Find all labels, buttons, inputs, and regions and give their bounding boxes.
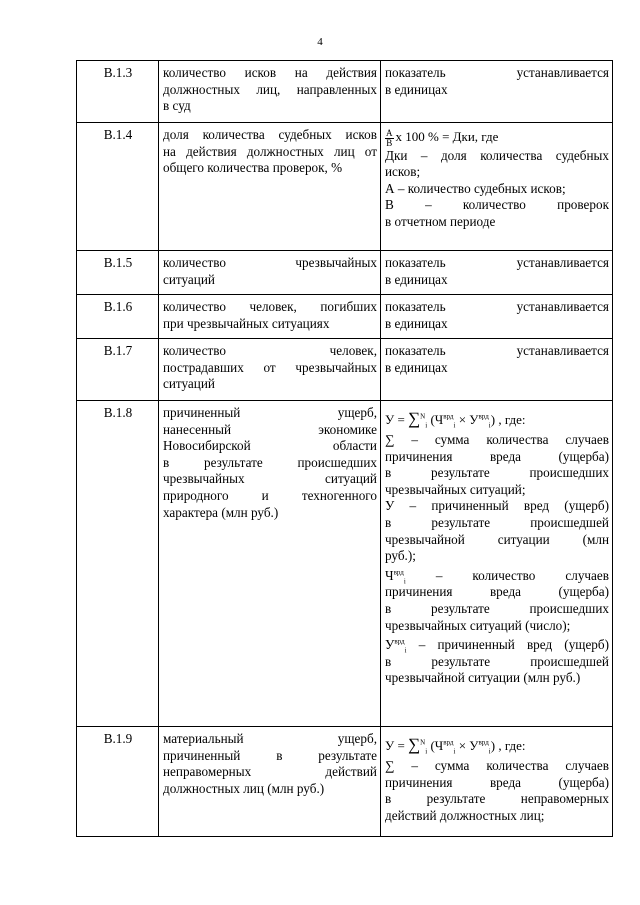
indicator-code: B.1.6 (77, 295, 159, 339)
indicator-code: B.1.4 (77, 123, 159, 251)
indicator-code: B.1.7 (77, 339, 159, 401)
indicator-code: B.1.3 (77, 61, 159, 123)
calculation-method: У = ∑$^N_i$ $(Ч^{врд}_i \times У^{врд}_i)$ , где: ∑ – сумма количества случаев причинения вреда (ущерба) в результате происшедших чрезвычайных ситуаций; У – причиненный вред (ущерб) в результате происшедшей чрезвычайной ситуации (млн руб.); $Ч^{врд}_i$ – количество случаев причинения вреда (ущерба) в результате происшедших чрезвычайных ситуаций (число); $У^{врд}_i$ – причиненный вред (ущерб) в результате происшедшей чрезвычайной ситуации (млн руб.) (381, 401, 613, 727)
page-number: 4 (317, 36, 323, 48)
indicator-name: количество человек, погибших при чрезвычайных ситуациях (159, 295, 381, 339)
calculation-method: показатель устанавливается в единицах (381, 61, 613, 123)
calculation-method: $\frac{A}{B}$ x 100 % = Дки, где Дки – доля количества судебных исков; А – количество судебных исков; В – количество проверок в отчетном периоде (381, 123, 613, 251)
calculation-method: показатель устанавливается в единицах (381, 295, 613, 339)
indicator-code: B.1.8 (77, 401, 159, 727)
indicator-code: B.1.9 (77, 727, 159, 837)
table-row (77, 339, 613, 401)
indicator-name: количество исков на действия должностных лиц, направленных в суд (159, 61, 381, 123)
table-row (77, 123, 613, 251)
damage-formula: У = ∑$^N_i$ $(Ч^{врд}_i \times У^{врд}_i)$ , где: (385, 409, 526, 430)
table-row (77, 727, 613, 837)
table-row (77, 251, 613, 295)
indicator-name: доля количества судебных исков на действия должностных лиц от общего количества проверок, % (159, 123, 381, 251)
indicator-name: количество человек, пострадавших от чрезвычайных ситуаций (159, 339, 381, 401)
table-row (77, 295, 613, 339)
calculation-method: показатель устанавливается в единицах (381, 339, 613, 401)
indicator-name: количество чрезвычайных ситуаций (159, 251, 381, 295)
share-formula: $\frac{A}{B}$ x 100 % = Дки, где (386, 127, 499, 148)
variable-u: $У^{врд}_i$ – причиненный вред (ущерб) (385, 637, 609, 655)
indicator-code: B.1.5 (77, 251, 159, 295)
damage-formula: У = ∑$^N_i$ $(Ч^{врд}_i \times У^{врд}_i)$ , где: (385, 735, 526, 756)
table-row (77, 61, 613, 123)
table-row (77, 401, 613, 727)
indicators-table (76, 60, 613, 837)
indicator-name: причиненный ущерб, нанесенный экономике Новосибирской области в результате происшедших чрезвычайных ситуаций природного и техногенного характера (млн руб.) (159, 401, 381, 727)
indicator-name: материальный ущерб, причиненный в результате неправомерных действий должностных лиц (млн руб.) (159, 727, 381, 837)
calculation-method: показатель устанавливается в единицах (381, 251, 613, 295)
calculation-method: У = ∑$^N_i$ $(Ч^{врд}_i \times У^{врд}_i)$ , где: ∑ – сумма количества случаев причинения вреда (ущерба) в результате неправомерных действий должностных лиц; (381, 727, 613, 837)
variable-ch: $Ч^{врд}_i$ – количество случаев (385, 567, 609, 586)
